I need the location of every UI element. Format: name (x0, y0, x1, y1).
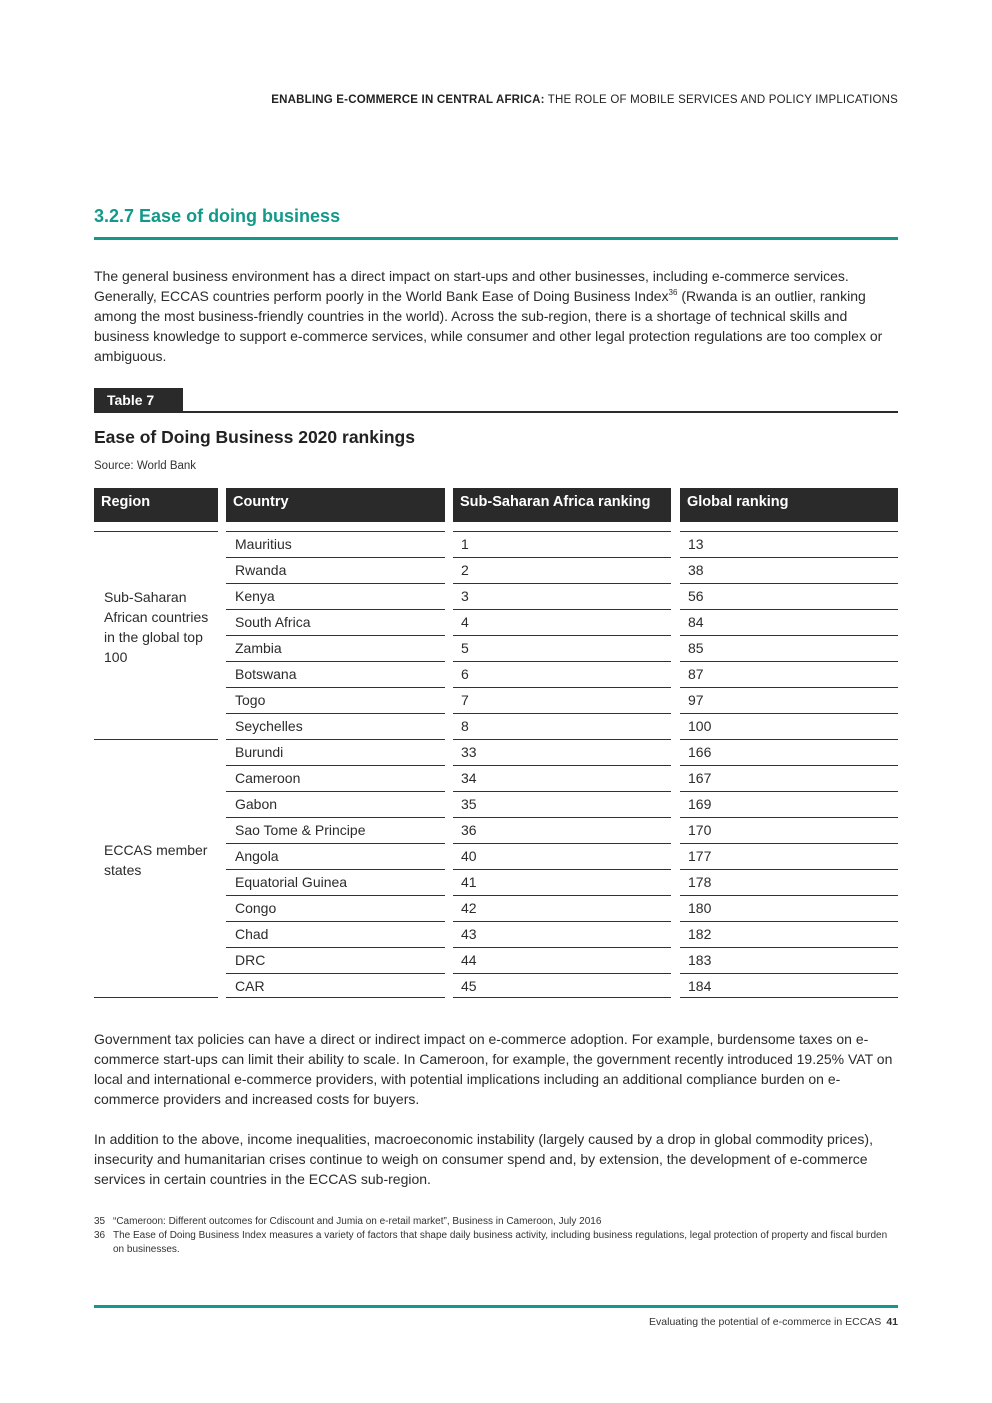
column-header-global-ranking: Global ranking (680, 488, 898, 522)
table-cell-country: Mauritius (226, 531, 445, 557)
table-cell-ssa: 6 (453, 661, 671, 687)
table-cell-ssa: 7 (453, 687, 671, 713)
table-cell-global: 84 (680, 609, 898, 635)
table-cell-global: 38 (680, 557, 898, 583)
region-group-eccas (94, 739, 218, 997)
table-label: Table 7 (94, 388, 183, 412)
table-cell-ssa: 40 (453, 843, 671, 869)
table-cell-country: DRC (226, 947, 445, 973)
footer-title: Evaluating the potential of e-commerce in ECCAS (649, 1316, 882, 1328)
table-cell-country: Togo (226, 687, 445, 713)
footer-divider (94, 1305, 898, 1308)
table-cell-country: Botswana (226, 661, 445, 687)
table-cell-ssa: 33 (453, 739, 671, 765)
table-bottom-rule (680, 997, 898, 998)
region-label: Sub-Saharan African countries in the global top 100 (104, 589, 209, 665)
table-cell-country: Chad (226, 921, 445, 947)
table-cell-ssa: 41 (453, 869, 671, 895)
table-cell-ssa: 43 (453, 921, 671, 947)
footnote-text: The Ease of Doing Business Index measures a variety of factors that shape daily business activity, including business regulations, legal protection of property and fiscal burden on businesses. (113, 1230, 888, 1255)
running-header-bold: ENABLING E-COMMERCE IN CENTRAL AFRICA: (271, 94, 545, 106)
tax-policy-paragraph: Government tax policies can have a direct or indirect impact on e-commerce adoption. For example, burdensome taxes on e-commerce start-ups can limit their ability to scale. In Cameroon, for example, the government recently introduced 19.25% VAT on local and international e-commerce providers, with potential implications including an additional compliance burden on e-commerce providers and increased costs for buyers. (94, 1031, 893, 1107)
table-cell-ssa: 1 (453, 531, 671, 557)
table-cell-ssa: 3 (453, 583, 671, 609)
table-cell-global: 169 (680, 791, 898, 817)
table-cell-ssa: 4 (453, 609, 671, 635)
footnote-ref-36[interactable]: 36 (668, 288, 678, 297)
table-cell-global: 56 (680, 583, 898, 609)
footnote-number: 36 (94, 1230, 106, 1241)
table-cell-global: 177 (680, 843, 898, 869)
footnote-35 (94, 1215, 898, 1229)
table-cell-country: Gabon (226, 791, 445, 817)
table-cell-country: Cameroon (226, 765, 445, 791)
table-cell-global: 170 (680, 817, 898, 843)
table-cell-ssa: 5 (453, 635, 671, 661)
table-cell-global: 166 (680, 739, 898, 765)
intro-text-b: (Rwanda is an outlier, ranking among the most business-friendly countries in the world). Across the sub-region, there is a shortage of technical skills and business knowledge to support e-commerce services, while consumer and other legal protection regulations are too complex or ambiguous. (94, 288, 883, 364)
table-cell-ssa: 44 (453, 947, 671, 973)
table-cell-country: Angola (226, 843, 445, 869)
table-cell-global: 184 (680, 973, 898, 999)
table-cell-country: Equatorial Guinea (226, 869, 445, 895)
table-source: Source: World Bank (94, 460, 197, 472)
running-header-rest: THE ROLE OF MOBILE SERVICES AND POLICY IMPLICATIONS (544, 94, 898, 106)
table-cell-global: 100 (680, 713, 898, 739)
table-cell-country: Sao Tome & Principe (226, 817, 445, 843)
table-cell-ssa: 8 (453, 713, 671, 739)
section-title: 3.2.7 Ease of doing business (94, 206, 341, 226)
table-cell-country: Kenya (226, 583, 445, 609)
table-cell-global: 85 (680, 635, 898, 661)
column-header-region: Region (94, 488, 218, 522)
table-caption-divider (94, 411, 898, 413)
table-cell-ssa: 42 (453, 895, 671, 921)
table-cell-country: Rwanda (226, 557, 445, 583)
table-cell-global: 178 (680, 869, 898, 895)
section-divider (94, 237, 898, 240)
table-cell-global: 167 (680, 765, 898, 791)
footnote-text: “Cameroon: Different outcomes for Cdiscount and Jumia on e-retail market”, Business in Cameroon, July 2016 (113, 1216, 602, 1227)
footnote-36 (94, 1229, 898, 1257)
table-bottom-rule (226, 997, 445, 998)
table-cell-country: Seychelles (226, 713, 445, 739)
table-cell-country: Congo (226, 895, 445, 921)
table-cell-ssa: 45 (453, 973, 671, 999)
column-header-ssa-ranking: Sub-Saharan Africa ranking (453, 488, 671, 522)
page-number: 41 (886, 1316, 898, 1328)
intro-paragraph (94, 266, 898, 366)
table-cell-global: 13 (680, 531, 898, 557)
region-group-ssa-top100 (94, 531, 218, 739)
table-cell-country: CAR (226, 973, 445, 999)
table-cell-country: Burundi (226, 739, 445, 765)
table-cell-ssa: 34 (453, 765, 671, 791)
table-cell-ssa: 35 (453, 791, 671, 817)
table-cell-global: 87 (680, 661, 898, 687)
column-header-country: Country (226, 488, 445, 522)
table-cell-global: 180 (680, 895, 898, 921)
page-footer (649, 1316, 898, 1328)
table-cell-global: 182 (680, 921, 898, 947)
table-cell-ssa: 36 (453, 817, 671, 843)
table-cell-country: Zambia (226, 635, 445, 661)
footnote-number: 35 (94, 1216, 106, 1227)
region-label: ECCAS member states (104, 842, 208, 878)
table-cell-global: 97 (680, 687, 898, 713)
table-title: Ease of Doing Business 2020 rankings (94, 427, 415, 447)
table-bottom-rule (94, 997, 218, 998)
table-cell-country: South Africa (226, 609, 445, 635)
intro-text-a: The general business environment has a direct impact on start-ups and other businesses, including e-commerce services. Generally, ECCAS countries perform poorly in the World Bank Ease of Doing Business Index (94, 268, 849, 304)
table-cell-ssa: 2 (453, 557, 671, 583)
table-cell-global: 183 (680, 947, 898, 973)
inequality-paragraph: In addition to the above, income inequalities, macroeconomic instability (largely caused by a drop in global commodity prices), insecurity and humanitarian crises continue to weigh on consumer spend and, by extension, the development of e-commerce services in certain countries in the ECCAS sub-region. (94, 1131, 873, 1187)
running-header (271, 94, 898, 106)
table-bottom-rule (453, 997, 671, 998)
